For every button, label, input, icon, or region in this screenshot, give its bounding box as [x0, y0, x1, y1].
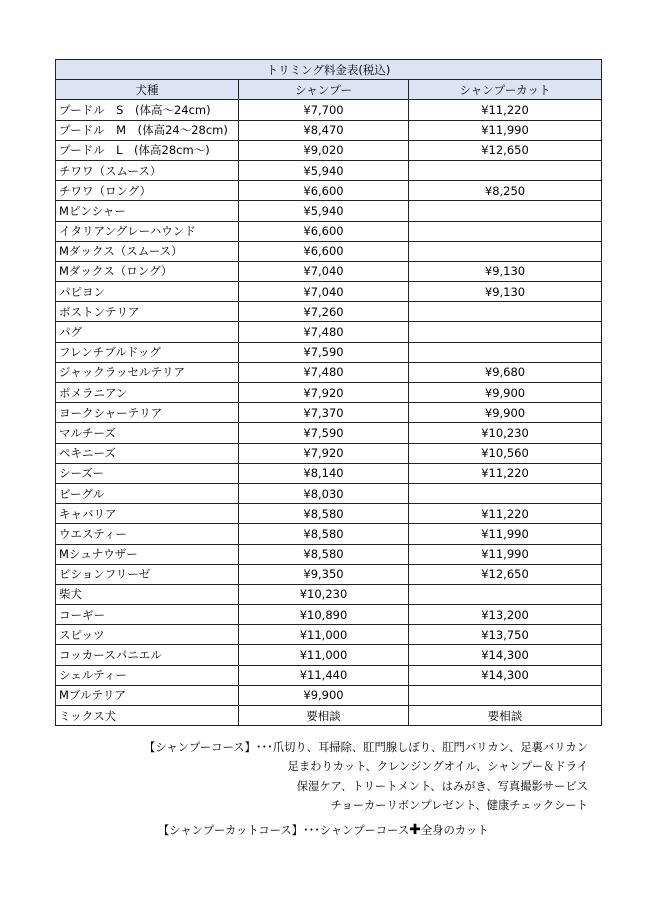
breed-cell: 柴犬 — [56, 584, 239, 604]
breed-cell: Mダックス（スムース） — [56, 241, 239, 261]
table-row — [56, 625, 602, 645]
shampoo-cut-price-cell: ¥9,680 — [409, 362, 602, 382]
table-row — [56, 362, 602, 382]
shampoo-cut-price-cell: ¥12,650 — [409, 140, 602, 160]
table-body — [56, 100, 602, 726]
breed-cell: ジャックラッセルテリア — [56, 362, 239, 382]
shampoo-cut-price-cell: ¥12,650 — [409, 564, 602, 584]
shampoo-price-cell: ¥7,040 — [239, 261, 409, 281]
table-row — [56, 706, 602, 726]
breed-cell: シーズー — [56, 463, 239, 483]
table-row — [56, 564, 602, 584]
shampoo-course-line: 保湿ケア、トリートメント、はみがき、写真撮影サービス — [296, 779, 588, 793]
breed-cell: ビーグル — [56, 483, 239, 503]
table-row — [56, 443, 602, 463]
shampoo-price-cell: ¥8,030 — [239, 483, 409, 503]
breed-cell: パグ — [56, 322, 239, 342]
shampoo-price-cell: ¥7,480 — [239, 322, 409, 342]
plus-icon: ✚ — [409, 822, 421, 838]
shampoo-price-cell: ¥7,920 — [239, 383, 409, 403]
shampoo-cut-price-cell: ¥14,300 — [409, 645, 602, 665]
shampoo-price-cell: ¥6,600 — [239, 181, 409, 201]
shampoo-cut-price-cell: ¥9,130 — [409, 282, 602, 302]
shampoo-price-cell: ¥7,480 — [239, 362, 409, 382]
table-header-row — [56, 80, 602, 100]
shampoo-cut-price-cell: ¥13,750 — [409, 625, 602, 645]
shampoo-price-cell: ¥11,000 — [239, 625, 409, 645]
shampoo-course-line: 【シャンプーコース】･･･爪切り、耳掃除、肛門腺しぼり、肛門バリカン、足裏バリカン — [144, 741, 588, 754]
breed-cell: コッカースパニエル — [56, 645, 239, 665]
table-row — [56, 383, 602, 403]
table-row — [56, 140, 602, 160]
table-row — [56, 645, 602, 665]
shampoo-cut-price-cell: 要相談 — [409, 706, 602, 726]
shampoo-price-cell: ¥7,260 — [239, 302, 409, 322]
breed-cell: ポメラニアン — [56, 383, 239, 403]
table-row — [56, 685, 602, 705]
table-row — [56, 261, 602, 281]
table-row — [56, 302, 602, 322]
breed-cell: ボストンテリア — [56, 302, 239, 322]
shampoo-price-cell: ¥10,230 — [239, 584, 409, 604]
shampoo-cut-price-cell — [409, 201, 602, 221]
breed-cell: チワワ（ロング） — [56, 181, 239, 201]
breed-cell: ミックス犬 — [56, 706, 239, 726]
header-shampoo: シャンプー — [239, 80, 409, 100]
shampoo-cut-price-cell — [409, 241, 602, 261]
shampoo-price-cell: ¥5,940 — [239, 201, 409, 221]
shampoo-cut-price-cell — [409, 584, 602, 604]
shampoo-cut-price-cell: ¥9,900 — [409, 403, 602, 423]
breed-cell: Mシュナウザー — [56, 544, 239, 564]
shampoo-cut-price-cell — [409, 221, 602, 241]
breed-cell: ヨークシャーテリア — [56, 403, 239, 423]
table-row — [56, 201, 602, 221]
shampoo-cut-price-cell: ¥8,250 — [409, 181, 602, 201]
shampoo-cut-price-cell: ¥11,990 — [409, 544, 602, 564]
breed-cell: キャバリア — [56, 504, 239, 524]
breed-cell: コーギー — [56, 605, 239, 625]
shampoo-price-cell: ¥8,580 — [239, 524, 409, 544]
cut-course-prefix: 【シャンプーカットコース】･･･シャンプーコース — [158, 824, 410, 837]
table-row — [56, 665, 602, 685]
table-row — [56, 342, 602, 362]
breed-cell: Mダックス（ロング） — [56, 261, 239, 281]
table-title: トリミング料金表(税込) — [56, 60, 602, 80]
breed-cell: フレンチブルドッグ — [56, 342, 239, 362]
shampoo-price-cell: ¥6,600 — [239, 241, 409, 261]
shampoo-price-cell: ¥9,350 — [239, 564, 409, 584]
shampoo-cut-price-cell — [409, 322, 602, 342]
breed-cell: プードル L (体高28cm～) — [56, 140, 239, 160]
table-row — [56, 120, 602, 140]
shampoo-price-cell: ¥9,900 — [239, 685, 409, 705]
shampoo-cut-price-cell: ¥14,300 — [409, 665, 602, 685]
shampoo-cut-price-cell: ¥9,900 — [409, 383, 602, 403]
breed-cell: チワワ（スムース） — [56, 160, 239, 180]
shampoo-price-cell: 要相談 — [239, 706, 409, 726]
table-row — [56, 463, 602, 483]
table-row — [56, 524, 602, 544]
shampoo-price-cell: ¥8,580 — [239, 504, 409, 524]
shampoo-cut-price-cell: ¥11,990 — [409, 524, 602, 544]
shampoo-cut-price-cell: ¥9,130 — [409, 261, 602, 281]
breed-cell: イタリアングレーハウンド — [56, 221, 239, 241]
shampoo-cut-price-cell — [409, 160, 602, 180]
breed-cell: Mブルテリア — [56, 685, 239, 705]
shampoo-price-cell: ¥7,700 — [239, 100, 409, 120]
breed-cell: ウエスティー — [56, 524, 239, 544]
shampoo-price-cell: ¥8,140 — [239, 463, 409, 483]
table-row — [56, 544, 602, 564]
breed-cell: Mピンシャー — [56, 201, 239, 221]
table-row — [56, 100, 602, 120]
table-row — [56, 584, 602, 604]
table-row — [56, 605, 602, 625]
shampoo-price-cell: ¥7,590 — [239, 423, 409, 443]
shampoo-price-cell: ¥10,890 — [239, 605, 409, 625]
table-row — [56, 221, 602, 241]
breed-cell: スピッツ — [56, 625, 239, 645]
breed-cell: シェルティー — [56, 665, 239, 685]
shampoo-course-line: チョーカーリボンプレゼント、健康チェックシート — [330, 798, 588, 812]
shampoo-cut-price-cell — [409, 342, 602, 362]
shampoo-cut-price-cell: ¥11,220 — [409, 463, 602, 483]
shampoo-course-notes — [144, 738, 588, 815]
shampoo-cut-price-cell — [409, 685, 602, 705]
table-row — [56, 423, 602, 443]
shampoo-cut-price-cell — [409, 483, 602, 503]
shampoo-price-cell: ¥7,040 — [239, 282, 409, 302]
table-row — [56, 160, 602, 180]
table-row — [56, 403, 602, 423]
shampoo-cut-price-cell: ¥10,230 — [409, 423, 602, 443]
table-row — [56, 181, 602, 201]
shampoo-price-cell: ¥11,000 — [239, 645, 409, 665]
header-shampoo-cut: シャンプーカット — [409, 80, 602, 100]
shampoo-cut-price-cell — [409, 302, 602, 322]
shampoo-cut-price-cell: ¥11,220 — [409, 504, 602, 524]
shampoo-cut-price-cell: ¥10,560 — [409, 443, 602, 463]
price-table — [55, 59, 602, 726]
table-row — [56, 241, 602, 261]
shampoo-price-cell: ¥5,940 — [239, 160, 409, 180]
header-breed: 犬種 — [56, 80, 239, 100]
breed-cell: パピヨン — [56, 282, 239, 302]
shampoo-price-cell: ¥7,370 — [239, 403, 409, 423]
shampoo-cut-price-cell: ¥11,990 — [409, 120, 602, 140]
cut-course-suffix: 全身のカット — [420, 824, 489, 837]
shampoo-price-cell: ¥11,440 — [239, 665, 409, 685]
table-row — [56, 322, 602, 342]
cut-course-note — [158, 822, 489, 838]
breed-cell: ビションフリーゼ — [56, 564, 239, 584]
table-row — [56, 483, 602, 503]
shampoo-price-cell: ¥7,920 — [239, 443, 409, 463]
shampoo-cut-price-cell: ¥13,200 — [409, 605, 602, 625]
shampoo-price-cell: ¥8,470 — [239, 120, 409, 140]
breed-cell: マルチーズ — [56, 423, 239, 443]
shampoo-cut-price-cell: ¥11,220 — [409, 100, 602, 120]
shampoo-price-cell: ¥9,020 — [239, 140, 409, 160]
table-row — [56, 282, 602, 302]
breed-cell: プードル M (体高24～28cm) — [56, 120, 239, 140]
breed-cell: プードル S (体高～24cm) — [56, 100, 239, 120]
breed-cell: ペキニーズ — [56, 443, 239, 463]
shampoo-price-cell: ¥8,580 — [239, 544, 409, 564]
table-row — [56, 504, 602, 524]
shampoo-course-line: 足まわりカット、クレンジングオイル、シャンプー＆ドライ — [287, 760, 588, 774]
shampoo-price-cell: ¥6,600 — [239, 221, 409, 241]
shampoo-price-cell: ¥7,590 — [239, 342, 409, 362]
table-title-row — [56, 60, 602, 80]
